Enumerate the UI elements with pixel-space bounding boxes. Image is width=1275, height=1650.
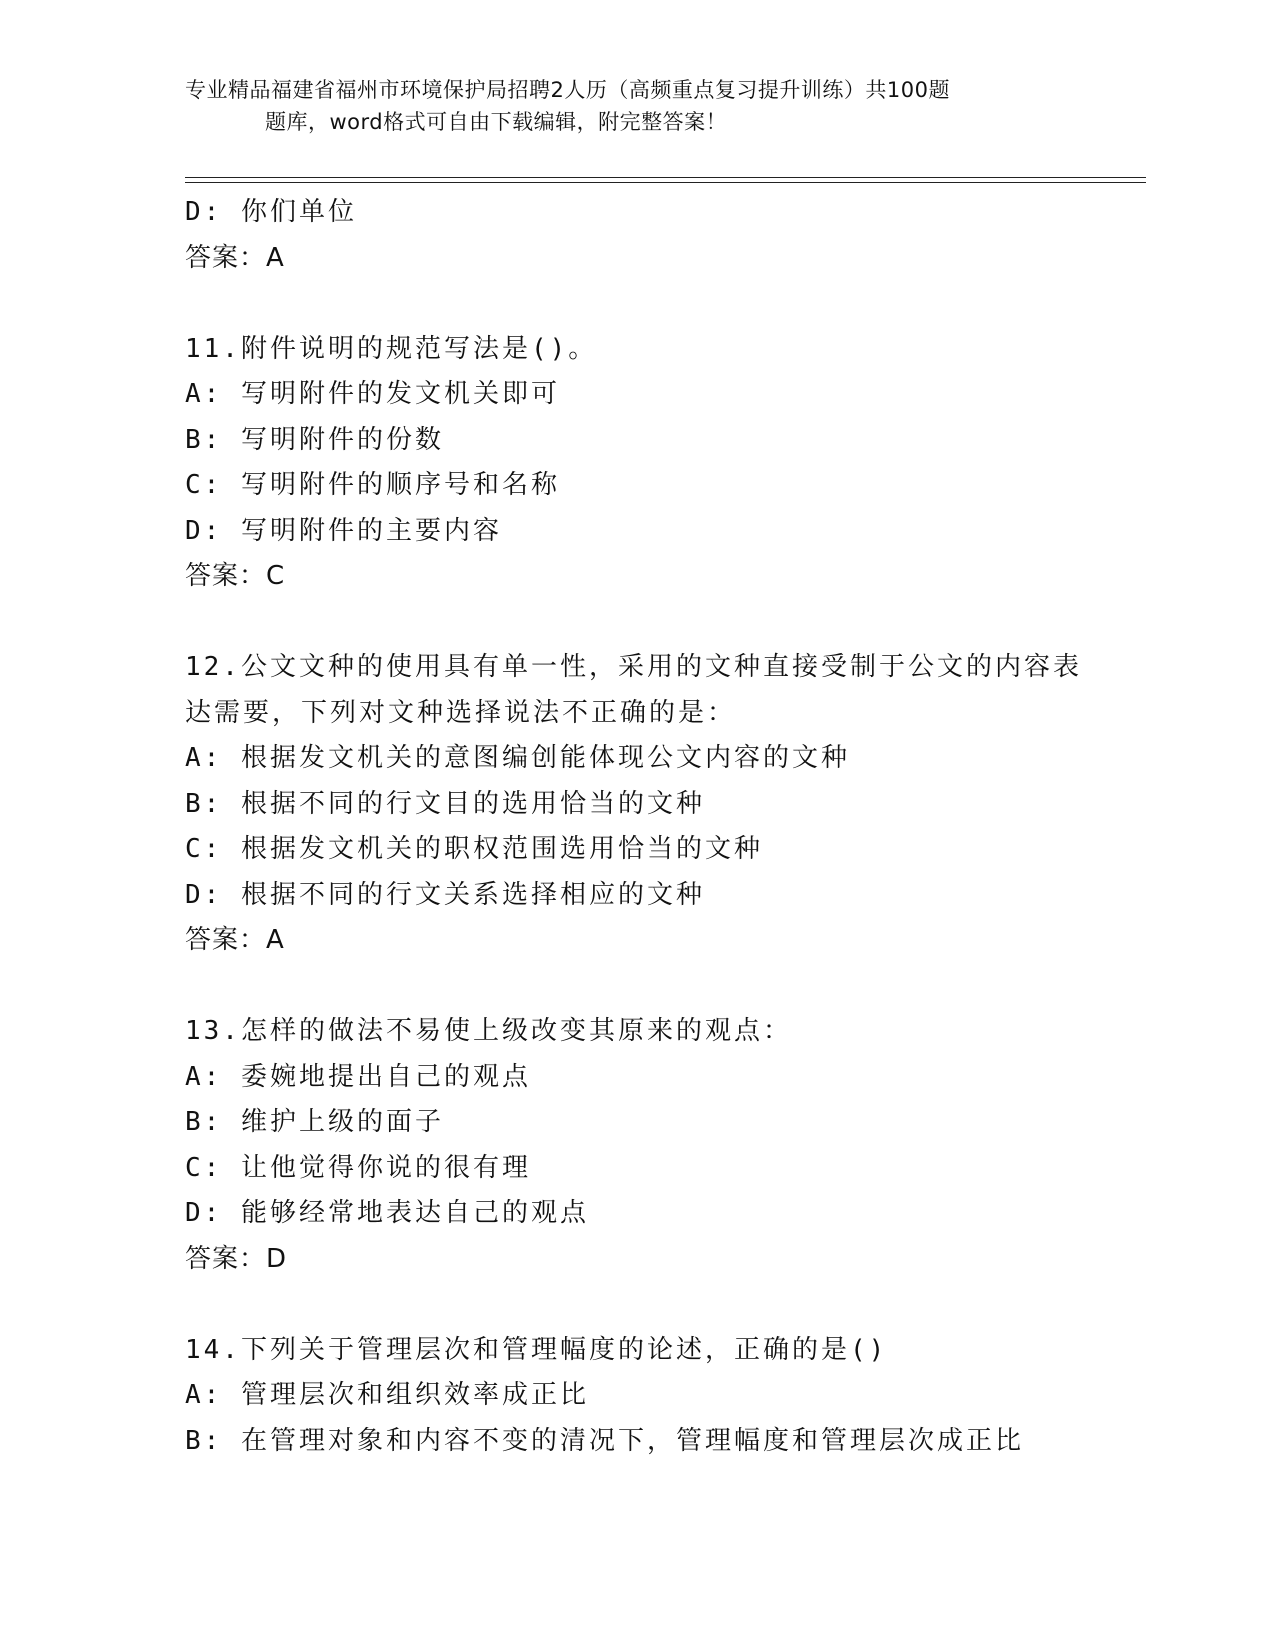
answer: 答案：A	[185, 242, 285, 273]
header-title-line1: 专业精品福建省福州市环境保护局招聘2人历（高频重点复习提升训练）共100题	[185, 78, 950, 102]
spacer	[185, 600, 1085, 646]
spacer	[185, 1282, 1085, 1328]
option-d: D: 能够经常地表达自己的观点	[185, 1198, 589, 1228]
option-d: D: 你们单位	[185, 197, 357, 227]
spacer	[185, 281, 1085, 327]
question-text: 11.附件说明的规范写法是()。	[185, 333, 598, 364]
question-list	[185, 190, 1085, 1464]
question-text: 13.怎样的做法不易使上级改变其原来的观点：	[185, 1016, 792, 1046]
option-b: B: 在管理对象和内容不变的清况下，管理幅度和管理层次成正比	[185, 1425, 1024, 1456]
question-block-12	[185, 645, 1085, 964]
question-text: 12.公文文种的使用具有单一性，采用的文种直接受制于公文的内容表	[185, 652, 1082, 682]
option-b: B: 维护上级的面子	[185, 1107, 444, 1137]
option-c: C: 根据发文机关的职权范围选用恰当的文种	[185, 834, 763, 864]
option-c: C: 写明附件的顺序号和名称	[185, 470, 560, 500]
option-a: A: 委婉地提出自己的观点	[185, 1061, 531, 1092]
spacer	[185, 964, 1085, 1010]
option-d: D: 写明附件的主要内容	[185, 515, 502, 546]
question-block-13	[185, 1009, 1085, 1282]
option-a: A: 根据发文机关的意图编创能体现公文内容的文种	[185, 743, 850, 773]
option-b: B: 根据不同的行文目的选用恰当的文种	[185, 788, 705, 819]
option-c: C: 让他觉得你说的很有理	[185, 1152, 531, 1183]
answer: 答案：A	[185, 925, 285, 955]
header-divider-top	[185, 177, 1146, 178]
question-text-continued: 达需要，下列对文种选择说法不正确的是：	[185, 697, 737, 728]
answer: 答案：D	[185, 1243, 288, 1274]
question-block-11	[185, 327, 1085, 600]
option-a: A: 写明附件的发文机关即可	[185, 379, 560, 409]
option-a: A: 管理层次和组织效率成正比	[185, 1380, 589, 1410]
question-block-14	[185, 1328, 1085, 1465]
option-b: B: 写明附件的份数	[185, 424, 444, 455]
header-title-line2: 题库，word格式可自由下载编辑，附完整答案！	[265, 110, 728, 134]
document-header	[185, 74, 1085, 138]
question-text: 14.下列关于管理层次和管理幅度的论述，正确的是()	[185, 1334, 888, 1365]
answer: 答案：C	[185, 561, 286, 591]
option-d: D: 根据不同的行文关系选择相应的文种	[185, 879, 705, 910]
header-divider-bottom	[185, 182, 1146, 183]
